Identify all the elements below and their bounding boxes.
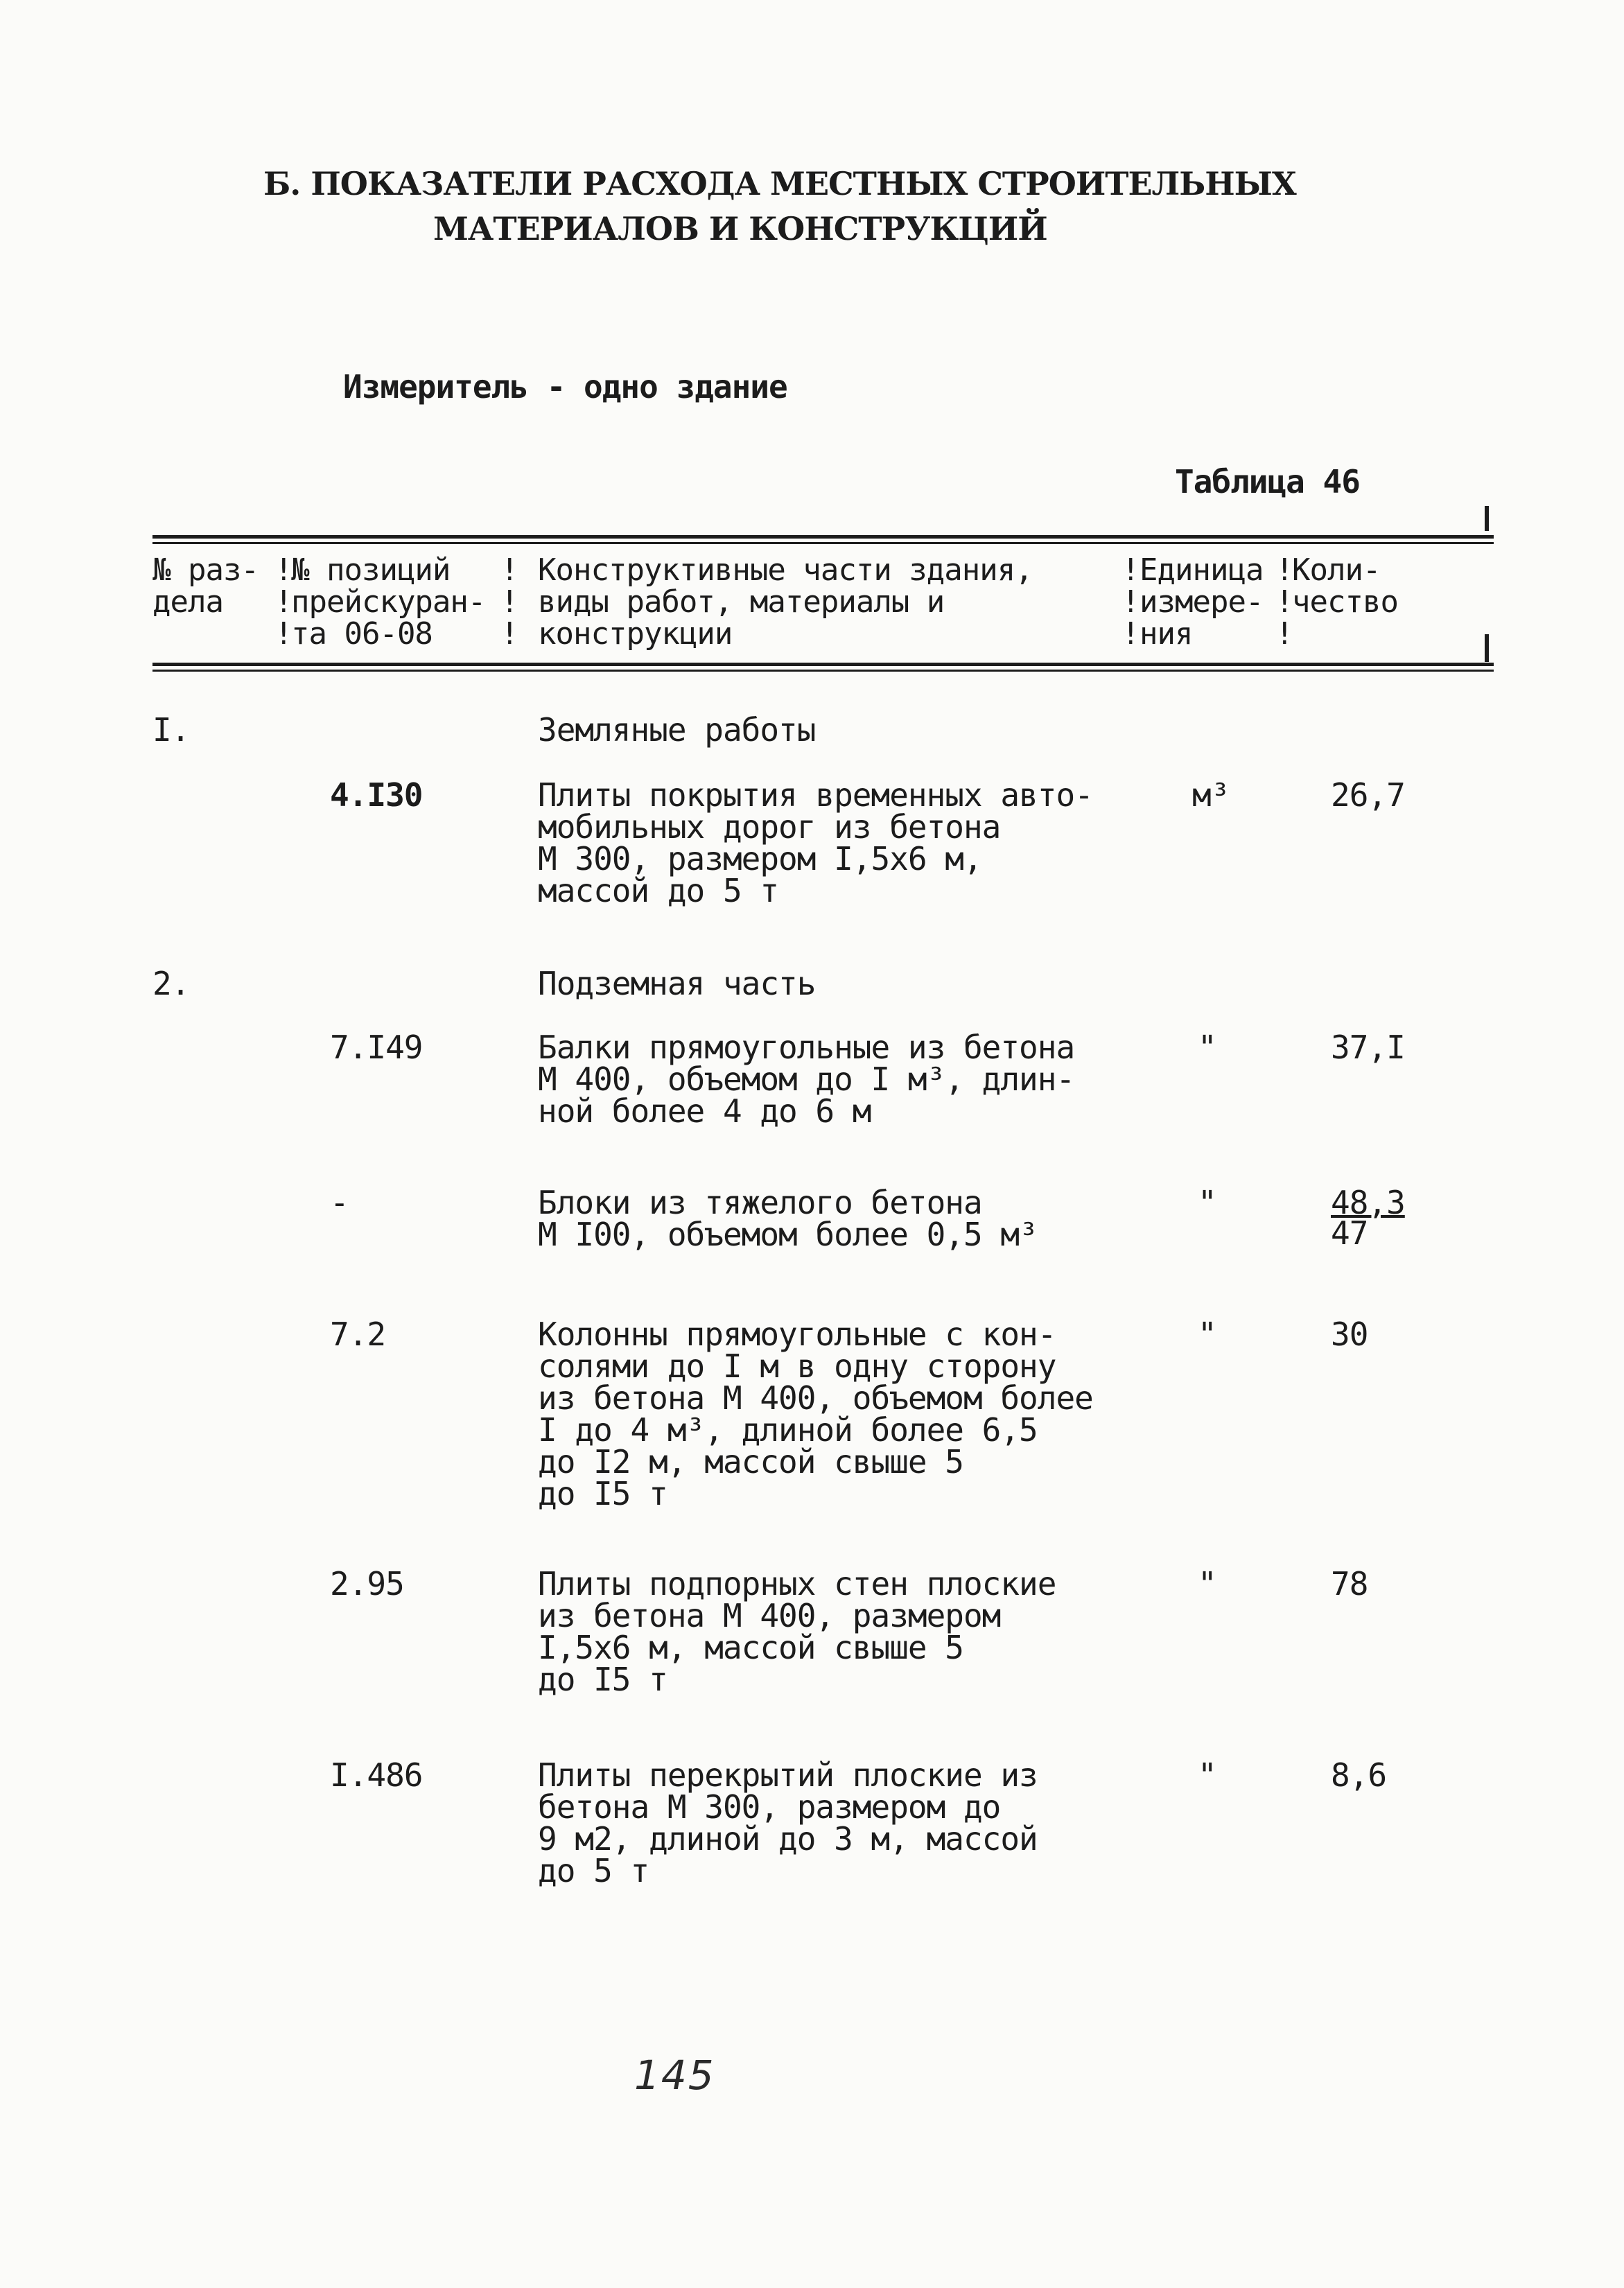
table-header-rule-2: [152, 670, 1494, 672]
row-description-line: из бетона М 400, объемом более: [538, 1379, 1093, 1417]
section-name: Подземная часть: [538, 965, 816, 1002]
row-description-line: Плиты покрытия временных авто-: [538, 776, 1093, 814]
row-quantity: 37,I: [1331, 1029, 1405, 1066]
row-description-line: Плиты перекрытий плоские из: [538, 1756, 1038, 1794]
row-description-line: 9 м2, длиной до 3 м, массой: [538, 1820, 1038, 1858]
row-description-line: Блоки из тяжелого бетона: [538, 1184, 982, 1221]
row-description-line: Колонны прямоугольные с кон-: [538, 1316, 1056, 1353]
section-name: Земляные работы: [538, 711, 816, 749]
table-label: Таблица 46: [1175, 463, 1360, 500]
document-title-line2: МАТЕРИАЛОВ И КОНСТРУКЦИЙ: [433, 210, 1047, 247]
row-description-line: Плиты подпорных стен плоские: [538, 1565, 1056, 1603]
row-description-line: до I2 м, массой свыше 5: [538, 1443, 963, 1481]
header-quantity-line1: Коли-: [1292, 552, 1381, 588]
row-unit: ": [1198, 1029, 1216, 1066]
row-unit: ": [1198, 1756, 1216, 1794]
row-unit: м³: [1192, 776, 1230, 814]
row-description-line: М 400, объемом до I м³, длин-: [538, 1060, 1075, 1098]
measure-label: Измеритель - одно здание: [343, 368, 787, 405]
row-description-line: бетона М 300, размером до: [538, 1788, 1001, 1826]
table-top-rule: [152, 535, 1494, 539]
row-position: 2.95: [330, 1565, 404, 1603]
page-number: 145: [634, 2052, 715, 2099]
margin-mark: [1485, 506, 1489, 531]
row-description-line: ной более 4 до 6 м: [538, 1092, 871, 1130]
row-description-line: М 300, размером I,5х6 м,: [538, 840, 982, 877]
row-position: 4.I30: [330, 776, 423, 814]
row-quantity: 78: [1331, 1565, 1368, 1603]
row-description-line: I,5х6 м, массой свыше 5: [538, 1629, 963, 1666]
header-position-line3: та 06-08: [291, 616, 433, 652]
row-unit: ": [1198, 1184, 1216, 1221]
row-description-line: массой до 5 т: [538, 872, 779, 909]
row-description-line: из бетона М 400, размером: [538, 1597, 1001, 1634]
section-number: 2.: [152, 965, 190, 1002]
section-number: I.: [152, 711, 190, 749]
document-page: Б. ПОКАЗАТЕЛИ РАСХОДА МЕСТНЫХ СТРОИТЕЛЬНЫХ МАТЕРИАЛОВ И КОНСТРУКЦИЙ Измеритель - одно здание Таблица 46 № раз- дела ! ! ! № позиций прейскуран- та 06-08 ! ! ! Конструктивные части здания, виды работ, материалы и конструкции ! ! ! Единица измере- ния ! ! ! Коли- чество I. Земляные работы 4.I30 Плиты покрытия временных авто- мобильных дорог из бетона М 300, размером I,5х6 м, массой до 5 т м³ 26,7 2. Подземная часть 7.I49 Балки прямоугольные из бетона М 400, объемом до I м³, длин- ной более 4 до 6 м " 37,I - Блоки из тяжелого бетона М I00, объемом более 0,5 м³ " 48,3 47 7.2 Колонны прямоугольные с кон- солями до I м в одну сторону из бетона М 400, объемом более I до 4 м³, длиной более 6,5 до I2 м, массой свыше 5 до I5 т " 30 2.95 Плиты подпорных стен плоские из бетона М 400, размером I,5х6 м, массой свыше 5 до I5 т " 78 I.486 Плиты перекрытий плоские из бетона М 300, размером до 9 м2, длиной до 3 м, массой до 5 т " 8,6 145: [0, 0, 1624, 2288]
header-description-line3: конструкции: [538, 616, 733, 652]
row-description-line: М I00, объемом более 0,5 м³: [538, 1216, 1038, 1253]
row-description-line: до I5 т: [538, 1475, 667, 1512]
header-unit-line3: ния: [1140, 616, 1193, 652]
table-header-rule: [152, 663, 1494, 666]
row-quantity-note: 47: [1331, 1214, 1368, 1252]
header-description-line1: Конструктивные части здания,: [538, 552, 1033, 588]
row-quantity: 30: [1331, 1316, 1368, 1353]
header-unit-line1: Единица: [1140, 552, 1264, 588]
row-quantity: 26,7: [1331, 776, 1405, 814]
header-section-line2: дела: [152, 584, 223, 620]
row-description-line: до 5 т: [538, 1852, 649, 1889]
margin-mark-2: [1485, 634, 1489, 662]
row-description-line: мобильных дорог из бетона: [538, 808, 1001, 846]
row-quantity: 48,3: [1331, 1184, 1405, 1221]
row-position: 7.I49: [330, 1029, 423, 1066]
header-description-line2: виды работ, материалы и: [538, 584, 945, 620]
row-position: I.486: [330, 1756, 423, 1794]
row-description-line: до I5 т: [538, 1661, 667, 1698]
row-quantity: 8,6: [1331, 1756, 1387, 1794]
row-unit: ": [1198, 1316, 1216, 1353]
row-description-line: солями до I м в одну сторону: [538, 1347, 1056, 1385]
table-top-rule-2: [152, 542, 1494, 544]
row-description-line: Балки прямоугольные из бетона: [538, 1029, 1075, 1066]
document-title-line1: Б. ПОКАЗАТЕЛИ РАСХОДА МЕСТНЫХ СТРОИТЕЛЬНЫХ: [263, 165, 1296, 202]
header-quantity-line2: чество: [1292, 584, 1398, 620]
row-position: -: [330, 1184, 349, 1221]
header-position-line1: № позиций: [291, 552, 451, 588]
row-description-line: I до 4 м³, длиной более 6,5: [538, 1411, 1038, 1449]
row-position: 7.2: [330, 1316, 386, 1353]
header-unit-line2: измере-: [1140, 584, 1264, 620]
header-section-line1: № раз-: [152, 552, 259, 588]
row-unit: ": [1198, 1565, 1216, 1603]
header-position-line2: прейскуран-: [291, 584, 486, 620]
